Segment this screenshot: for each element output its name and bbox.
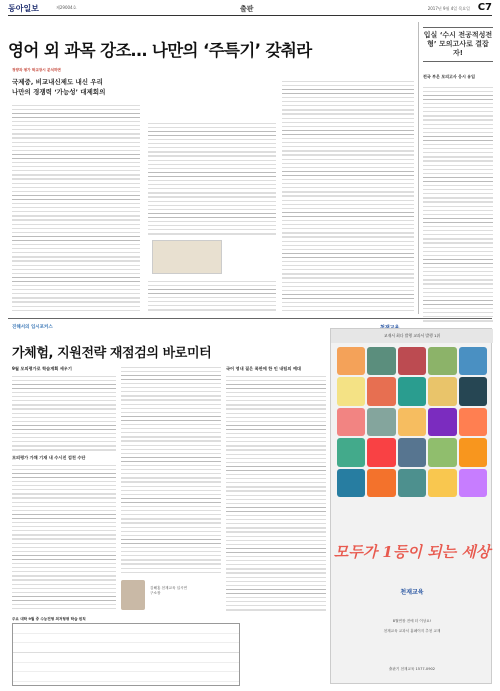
article-photo	[152, 240, 222, 274]
main-headline: 영어 외 과목 강조… 나만의 ‘주특기’ 갖춰라	[8, 41, 312, 60]
minihead-1: 9월 모의평가로 학습계획 세우기	[12, 366, 72, 371]
face-illustration	[428, 469, 456, 497]
face-illustration	[459, 438, 487, 466]
face-illustration	[459, 377, 487, 405]
lower-text-3	[121, 364, 221, 576]
face-illustration	[398, 469, 426, 497]
article-column-4	[282, 78, 414, 312]
newspaper-logo: 동아일보	[8, 3, 39, 13]
mock-exam-ad[interactable]	[423, 27, 493, 324]
face-illustration	[367, 377, 395, 405]
minihead-3: 국어 영내 질은 폭판에 한 인 내팀의 예대	[226, 366, 301, 371]
subhead-2: 나만의 경쟁력 ‘가능성’ 대제회의	[12, 88, 106, 96]
subhead-1: 국제중, 비교내신제도 내신 우리	[12, 78, 103, 86]
article-column-3	[148, 278, 276, 312]
face-illustration	[337, 408, 365, 436]
mock-exam-ad-title: 입실 ‘수시 전공적성전형’ 모의고사로 결잡자!	[423, 27, 493, 62]
face-illustration	[459, 469, 487, 497]
data-table	[12, 623, 240, 686]
face-illustration	[337, 377, 365, 405]
author-byline: 김해홍 천재교육 입시연구소장	[150, 586, 187, 595]
publisher-ad-banner: 교재서 최다 발행 교과서 발행 1위	[331, 329, 493, 343]
article-column-1	[12, 102, 140, 312]
publisher-ad-slogan: 모두가 1등이 되는 세상	[333, 543, 491, 561]
face-illustration	[367, 469, 395, 497]
face-illustration	[428, 377, 456, 405]
section-divider	[8, 318, 492, 319]
lower-text-2	[12, 462, 116, 612]
face-illustration	[428, 438, 456, 466]
publisher-ad-brand: 천재교육	[400, 589, 424, 596]
publisher-ad[interactable]	[330, 328, 492, 684]
page-number: C7	[477, 2, 492, 13]
lower-text-1	[12, 373, 116, 453]
face-grid	[337, 347, 487, 497]
edition-number: 제29004호	[56, 5, 77, 10]
face-illustration	[398, 347, 426, 375]
section-headline: 가체험, 지원전략 재점검의 바로미터	[12, 346, 212, 361]
publisher-ad-text-1: 8월연장 전에 더 이상요!	[392, 619, 432, 623]
face-illustration	[428, 347, 456, 375]
face-illustration	[367, 438, 395, 466]
table-title: 주요 대학 9월 중 수능전형 최저형평 학습 원칙	[12, 617, 86, 621]
section-title: 출판	[240, 5, 254, 13]
article-column-2	[148, 120, 276, 236]
face-illustration	[337, 347, 365, 375]
minihead-2: 모의평가 가채 기재 내 수시진 검천 수단	[12, 455, 86, 460]
face-illustration	[428, 408, 456, 436]
lower-column-1	[12, 364, 116, 614]
mock-exam-ad-body	[423, 84, 493, 324]
face-illustration	[459, 408, 487, 436]
publisher-ad-text-2: 천재교육 교과서 홈페이지 추천 교재	[383, 629, 441, 633]
mock-exam-ad-subtitle: 전국 부온 모의고사 응시 유입	[423, 74, 475, 79]
series-title: 진해서의 입시포커스	[12, 325, 53, 330]
face-illustration	[367, 347, 395, 375]
face-illustration	[398, 438, 426, 466]
face-illustration	[459, 347, 487, 375]
face-illustration	[398, 408, 426, 436]
face-illustration	[367, 408, 395, 436]
author-photo	[121, 580, 145, 610]
face-illustration	[337, 438, 365, 466]
column-rule	[418, 22, 419, 314]
page-header	[8, 2, 492, 16]
article-kicker: 정량과 평가 학교장시 분석하면	[12, 68, 61, 72]
issue-date: 2017년 9월 4일 목요일	[427, 6, 470, 11]
face-illustration	[337, 469, 365, 497]
lower-text-4	[226, 373, 326, 613]
lower-column-3	[226, 364, 326, 614]
publisher-ad-text-3: 출판기 천재교육 1577-0902	[388, 667, 436, 671]
lower-column-2	[121, 364, 221, 576]
face-illustration	[398, 377, 426, 405]
